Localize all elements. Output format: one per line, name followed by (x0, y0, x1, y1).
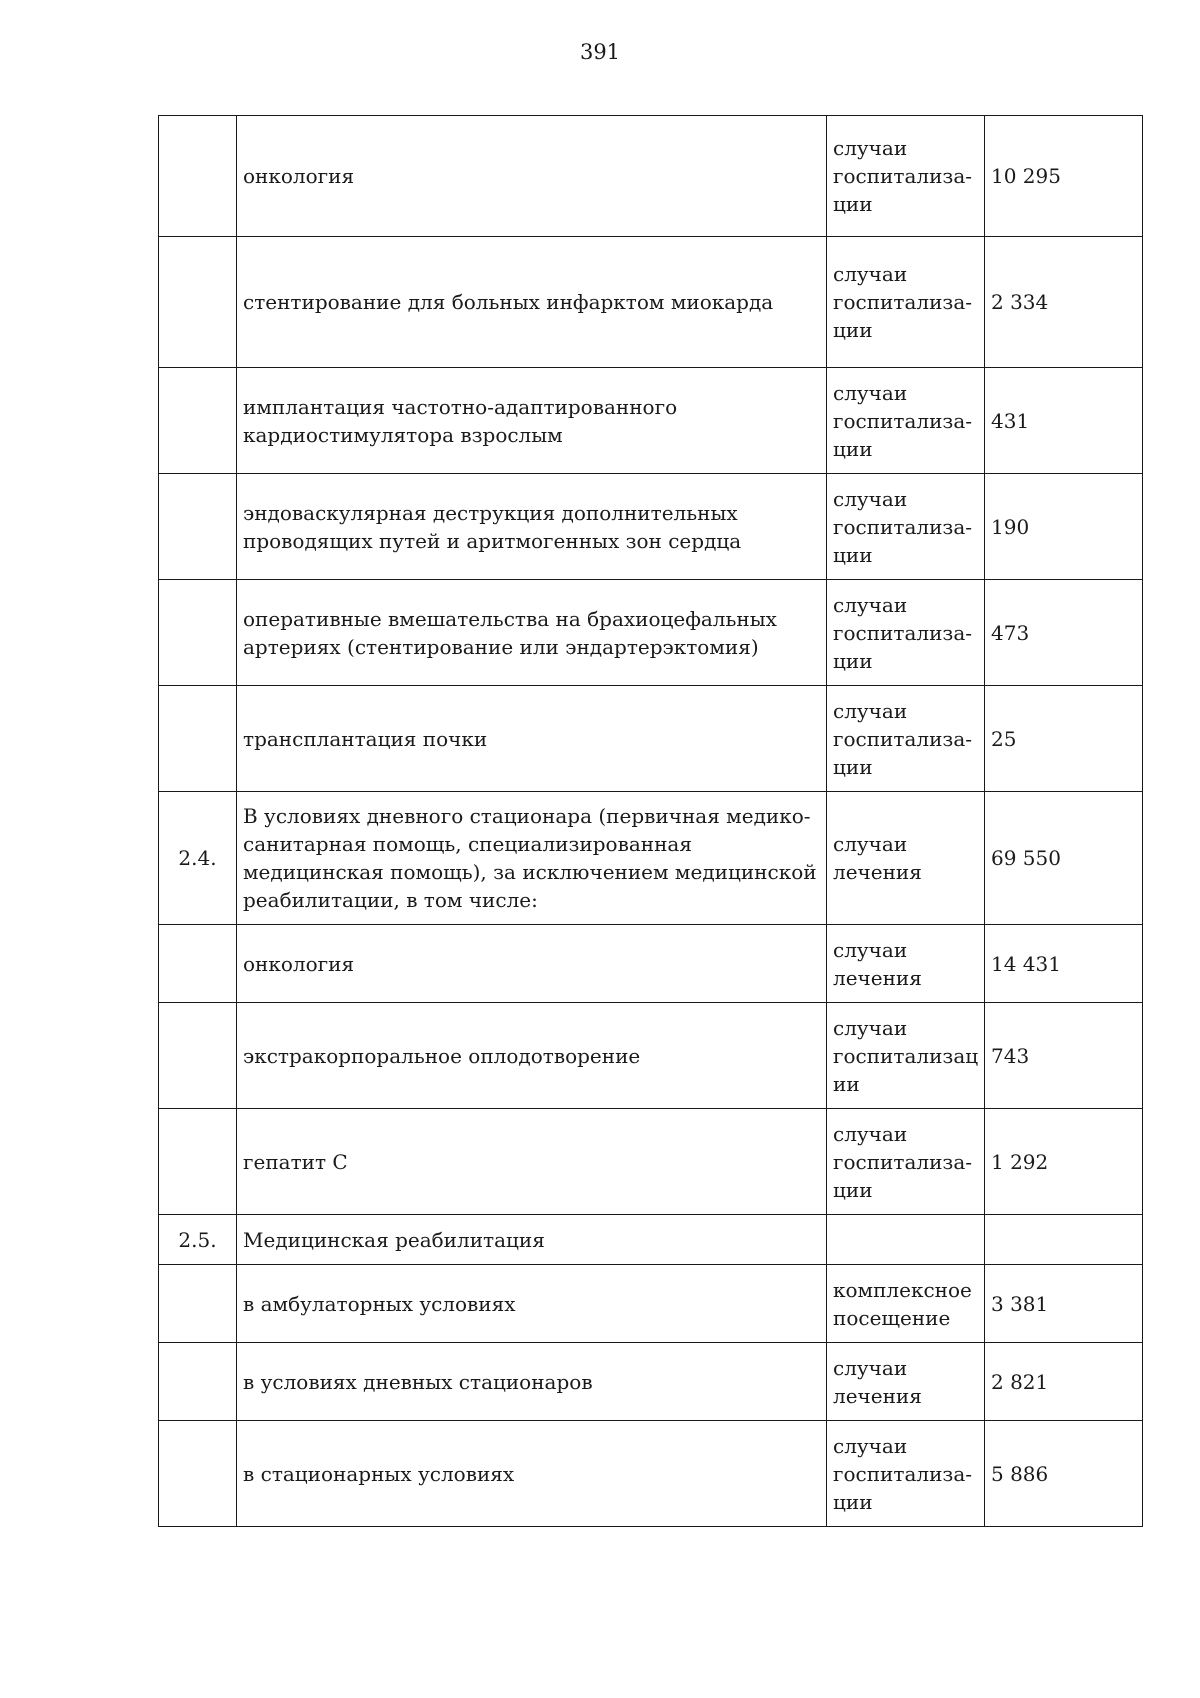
row-value: 2 821 (985, 1343, 1143, 1421)
table-row (159, 686, 1143, 792)
row-value (985, 1215, 1143, 1265)
row-value: 473 (985, 580, 1143, 686)
row-number (159, 1421, 237, 1527)
row-unit: случаи госпитализа- ции (827, 474, 985, 580)
table-row (159, 237, 1143, 368)
row-value: 1 292 (985, 1109, 1143, 1215)
row-value: 2 334 (985, 237, 1143, 368)
row-number (159, 1265, 237, 1343)
row-number (159, 474, 237, 580)
row-value: 5 886 (985, 1421, 1143, 1527)
page-number: 391 (579, 40, 621, 64)
row-name: имплантация частотно-адаптированного кардиостимулятора взрослым (237, 368, 827, 474)
row-unit: случаи госпитализа- ции (827, 1421, 985, 1527)
row-unit: случаи госпитализа- ции (827, 116, 985, 237)
table-row (159, 580, 1143, 686)
table-row (159, 1109, 1143, 1215)
table-row (159, 1421, 1143, 1527)
row-unit: случаи госпитализац ии (827, 1003, 985, 1109)
row-name: Медицинская реабилитация (237, 1215, 827, 1265)
row-unit: случаи госпитализа- ции (827, 237, 985, 368)
table-row (159, 1003, 1143, 1109)
data-table (158, 115, 1143, 1527)
row-number (159, 925, 237, 1003)
row-name: трансплантация почки (237, 686, 827, 792)
table-row (159, 368, 1143, 474)
row-name: онкология (237, 116, 827, 237)
row-number: 2.4. (159, 792, 237, 925)
table-row (159, 792, 1143, 925)
row-number (159, 368, 237, 474)
row-number (159, 116, 237, 237)
row-name: стентирование для больных инфарктом миокарда (237, 237, 827, 368)
row-value: 3 381 (985, 1265, 1143, 1343)
row-value: 25 (985, 686, 1143, 792)
row-number (159, 237, 237, 368)
row-name: в условиях дневных стационаров (237, 1343, 827, 1421)
row-unit (827, 1215, 985, 1265)
row-value: 743 (985, 1003, 1143, 1109)
row-name: гепатит С (237, 1109, 827, 1215)
row-number (159, 1343, 237, 1421)
row-number: 2.5. (159, 1215, 237, 1265)
row-name: онкология (237, 925, 827, 1003)
row-name: оперативные вмешательства на брахиоцефальных артериях (стентирование или эндартерэктомия) (237, 580, 827, 686)
row-number (159, 1109, 237, 1215)
row-name: В условиях дневного стационара (первичная медико-санитарная помощь, специализированная медицинская помощь), за исключением медицинской реабилитации, в том числе: (237, 792, 827, 925)
row-number (159, 1003, 237, 1109)
row-unit: комплексное посещение (827, 1265, 985, 1343)
table-row (159, 1265, 1143, 1343)
row-unit: случаи госпитализа- ции (827, 686, 985, 792)
row-unit: случаи лечения (827, 792, 985, 925)
table-row (159, 1215, 1143, 1265)
row-value: 190 (985, 474, 1143, 580)
row-value: 431 (985, 368, 1143, 474)
row-unit: случаи лечения (827, 925, 985, 1003)
row-unit: случаи госпитализа- ции (827, 580, 985, 686)
row-unit: случаи госпитализа- ции (827, 1109, 985, 1215)
row-unit: случаи госпитализа- ции (827, 368, 985, 474)
row-value: 69 550 (985, 792, 1143, 925)
row-value: 14 431 (985, 925, 1143, 1003)
row-number (159, 686, 237, 792)
row-number (159, 580, 237, 686)
row-unit: случаи лечения (827, 1343, 985, 1421)
row-name: в стационарных условиях (237, 1421, 827, 1527)
table-row (159, 116, 1143, 237)
table-row (159, 1343, 1143, 1421)
table-row (159, 925, 1143, 1003)
row-name: экстракорпоральное оплодотворение (237, 1003, 827, 1109)
row-value: 10 295 (985, 116, 1143, 237)
table-row (159, 474, 1143, 580)
row-name: эндоваскулярная деструкция дополнительных проводящих путей и аритмогенных зон сердца (237, 474, 827, 580)
row-name: в амбулаторных условиях (237, 1265, 827, 1343)
